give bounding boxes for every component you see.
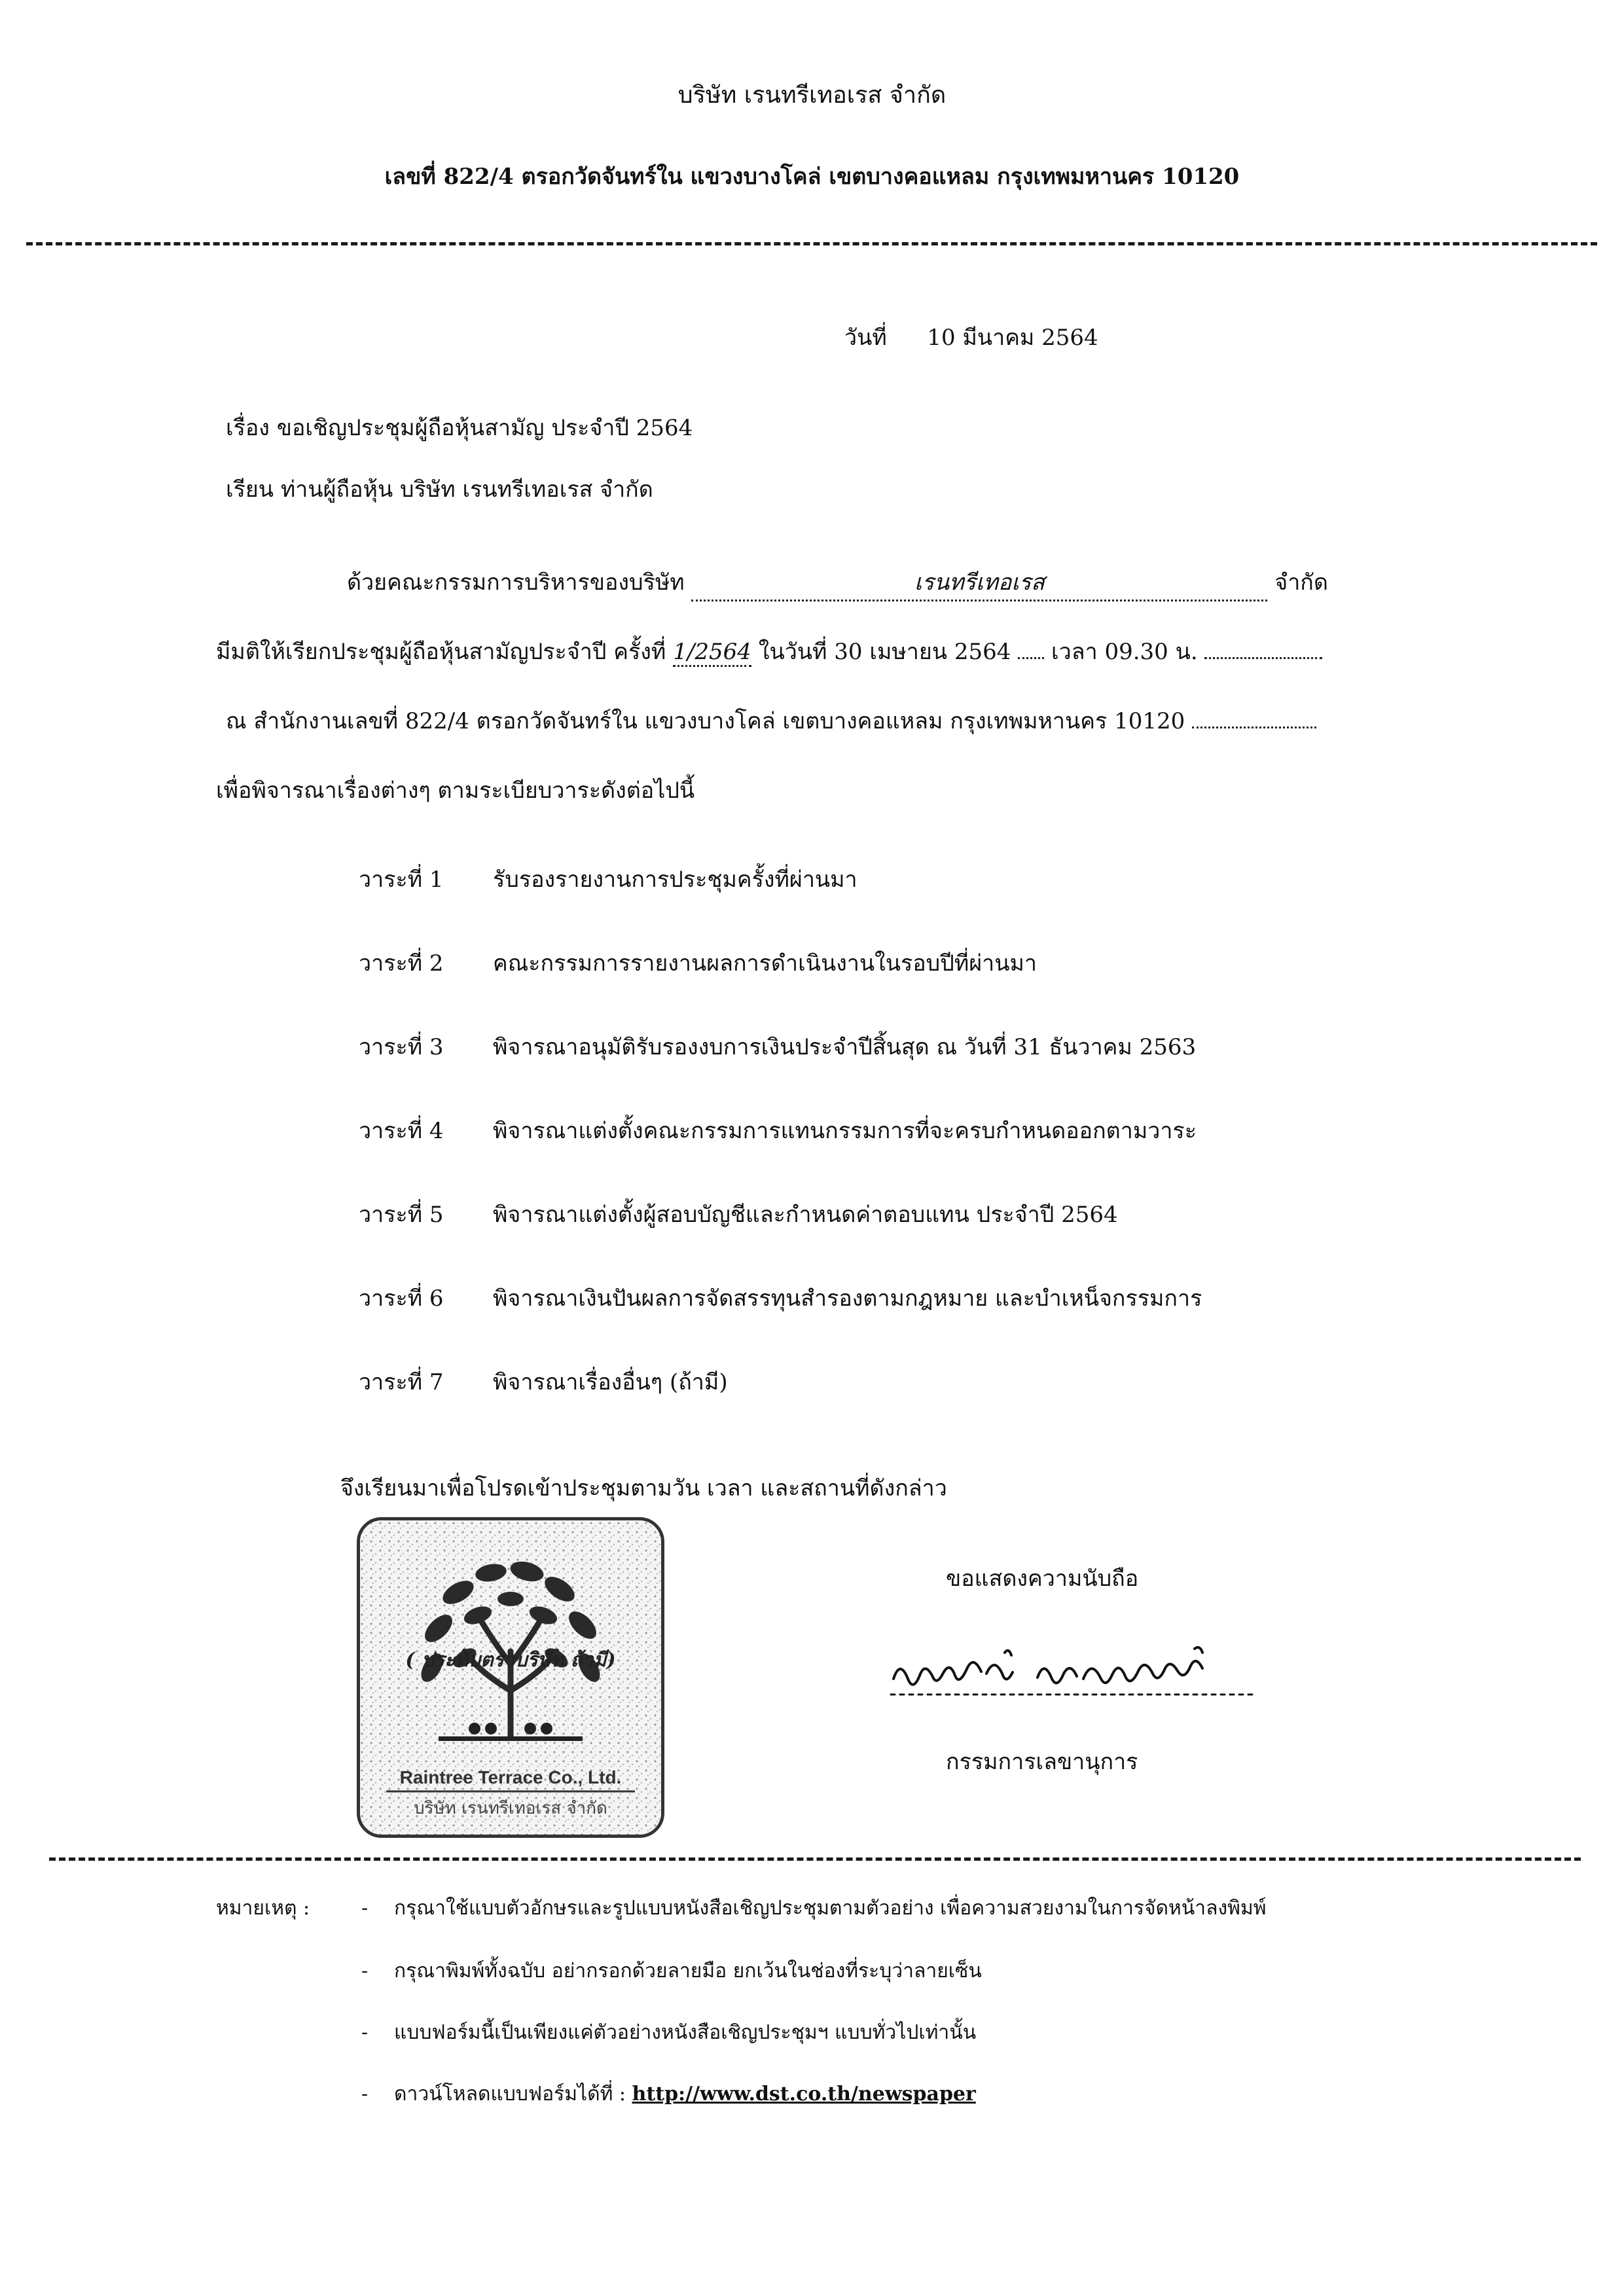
subject-line [226,410,693,445]
agenda-item [359,1364,728,1399]
note-text: กรุณาใช้แบบตัวอักษรและรูปแบบหนังสือเชิญประชุมตามตัวอย่าง เพื่อความสวยงามในการจัดหน้าลงพิมพ์ [394,1897,1267,1920]
tree-logo-icon [360,1520,661,1835]
stamp-company-en: Raintree Terrace Co., Ltd. [399,1767,622,1787]
agenda-label: วาระที่ 4 [359,1118,444,1144]
body-line-3 [226,703,1316,738]
subject-label: เรื่อง [226,415,270,441]
body-line-1 [347,564,1328,601]
agenda-text: คณะกรรมการรายงานผลการดำเนินงานในรอบปีที่ผ่านมา [493,950,1037,977]
signature-image [887,1640,1280,1712]
note-item: - แบบฟอร์มนี้เป็นเพียงแค่ตัวอย่างหนังสือเชิญประชุมฯ แบบทั่วไปเท่านั้น [361,2021,977,2044]
agenda-label: วาระที่ 7 [359,1369,444,1395]
body-line-2 [216,634,1322,669]
download-link[interactable]: http://www.dst.co.th/newspaper [632,2083,976,2106]
agenda-label: วาระที่ 6 [359,1285,444,1312]
agenda-label: วาระที่ 3 [359,1034,444,1060]
recipient-line [226,471,653,507]
body-company-field: เรนทรีเทอเรส [691,564,1267,601]
meeting-date-text: ในวันที่ 30 เมษายน 2564 [758,639,1011,665]
top-divider [26,242,1597,245]
body-line-1-prefix: ด้วยคณะกรรมการบริหารของบริษัท [347,569,685,596]
agenda-text: พิจารณาเงินปันผลการจัดสรรทุนสำรองตามกฎหมาย และบำเหน็จกรรมการ [493,1285,1202,1312]
download-prefix: ดาวน์โหลดแบบฟอร์มได้ที่ : [394,2083,626,2106]
recipient-text: ท่านผู้ถือหุ้น บริษัท เรนทรีเทอเรส จำกัด [280,476,653,503]
agenda-label: วาระที่ 2 [359,950,444,977]
agenda-item [359,1029,1196,1064]
agenda-text: พิจารณาเรื่องอื่นๆ (ถ้ามี) [493,1369,728,1395]
stamp-label: ( ประทับตราบริษัท ถ้ามี) [405,1649,616,1672]
body-line-1-suffix: จำกัด [1274,569,1328,596]
company-address: เลขที่ 822/4 ตรอกวัดจันทร์ใน แขวงบางโคล่ เขตบางคอแหลม กรุงเทพมหานคร 10120 [384,164,1240,190]
note-item: - กรุณาใช้แบบตัวอักษรและรูปแบบหนังสือเชิญประชุมตามตัวอย่าง เพื่อความสวยงามในการจัดหน้าลงพิมพ์ [361,1897,1267,1920]
bottom-divider [49,1857,1581,1861]
agenda-label: วาระที่ 5 [359,1202,444,1228]
agenda-text: รับรองรายงานการประชุมครั้งที่ผ่านมา [493,867,857,893]
signatory-title: กรรมการเลขานุการ [946,1749,1138,1775]
note-label: หมายเหตุ : [216,1897,310,1920]
closing-invitation: จึงเรียนมาเพื่อโปรดเข้าประชุมตามวัน เวลา และสถานที่ดังกล่าว [340,1475,947,1501]
agenda-item [359,1280,1202,1316]
subject-text: ขอเชิญประชุมผู้ถือหุ้นสามัญ ประจำปี 2564 [276,415,693,441]
meeting-number-field: 1/2564 [673,639,751,667]
meeting-venue-text: ณ สำนักงานเลขที่ 822/4 ตรอกวัดจันทร์ใน แขวงบางโคล่ เขตบางคอแหลม กรุงเทพมหานคร 10120 [226,708,1185,734]
note-item-download: - ดาวน์โหลดแบบฟอร์มได้ที่ : http://www.dst.co.th/newspaper [361,2083,976,2106]
agenda-item [359,1196,1118,1232]
agenda-item [359,945,1037,980]
regards-text: ขอแสดงความนับถือ [946,1566,1139,1592]
company-name: บริษัท เรนทรีเทอเรส จำกัด [677,82,947,109]
note-item: - กรุณาพิมพ์ทั้งฉบับ อย่ากรอกด้วยลายมือ ยกเว้นในช่องที่ระบุว่าลายเซ็น [361,1960,982,1982]
agenda-text: พิจารณาแต่งตั้งคณะกรรมการแทนกรรมการที่จะครบกำหนดออกตามวาระ [493,1118,1197,1144]
date-label: วันที่ [844,325,887,351]
date-value: 10 มีนาคม 2564 [927,325,1098,351]
meeting-time-text: เวลา 09.30 น. [1051,639,1198,665]
date-line [844,319,1098,355]
note-text: กรุณาพิมพ์ทั้งฉบับ อย่ากรอกด้วยลายมือ ยกเว้นในช่องที่ระบุว่าลายเซ็น [394,1960,982,1982]
stamp-company-th: บริษัท เรนทรีเทอเรส จำกัด [414,1799,607,1818]
recipient-label: เรียน [226,476,274,503]
note-text: แบบฟอร์มนี้เป็นเพียงแค่ตัวอย่างหนังสือเชิญประชุมฯ แบบทั่วไปเท่านั้น [394,2021,977,2044]
agenda-text: พิจารณาอนุมัติรับรองงบการเงินประจำปีสิ้นสุด ณ วันที่ 31 ธันวาคม 2563 [493,1034,1197,1060]
body-line-2-prefix: มีมติให้เรียกประชุมผู้ถือหุ้นสามัญประจำปี ครั้งที่ [216,639,666,665]
agenda-label: วาระที่ 1 [359,867,444,893]
agenda-text: พิจารณาแต่งตั้งผู้สอบบัญชีและกำหนดค่าตอบแทน ประจำปี 2564 [493,1202,1118,1228]
agenda-item [359,1113,1197,1148]
body-line-4: เพื่อพิจารณาเรื่องต่างๆ ตามระเบียบวาระดังต่อไปนี้ [216,778,695,804]
company-stamp [357,1517,664,1838]
agenda-item [359,861,857,897]
